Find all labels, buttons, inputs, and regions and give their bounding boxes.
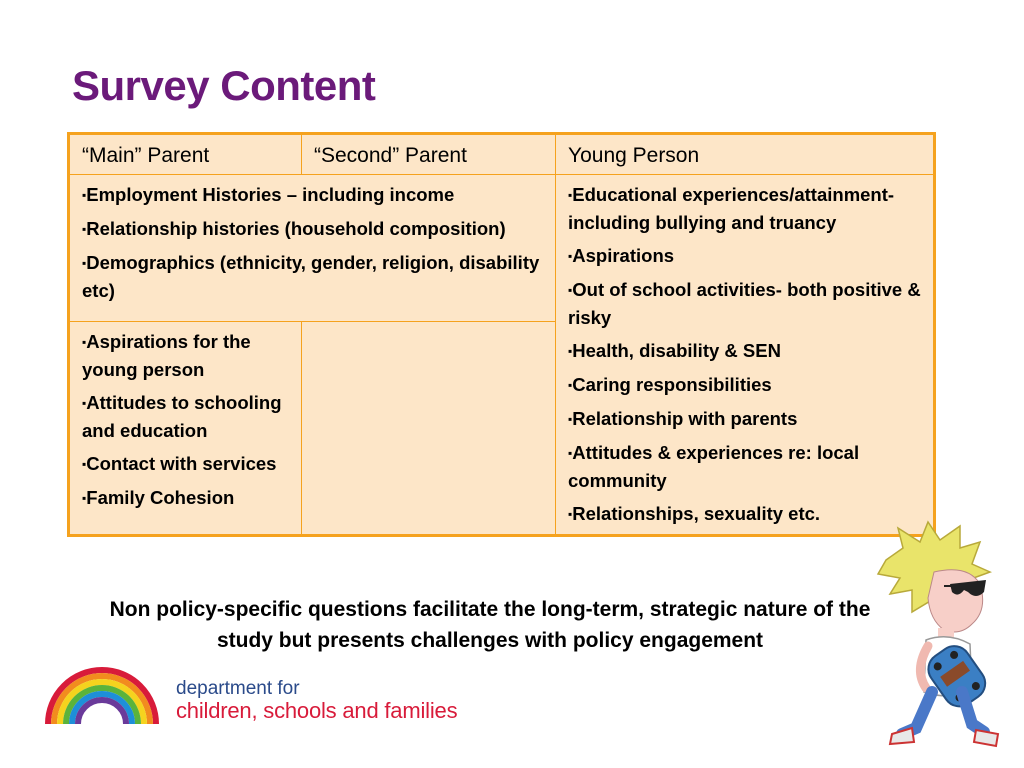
header-second-parent: “Second” Parent: [302, 134, 556, 175]
list-item: [82, 389, 291, 444]
list-item: [568, 371, 923, 399]
list-item-text: Educational experiences/attainment- including bullying and truancy: [568, 184, 895, 233]
bullet-icon: ▪: [568, 507, 573, 521]
list-item: [568, 242, 923, 270]
list-item-text: Out of school activities- both positive & risky: [568, 279, 921, 328]
logo-line-2: children, schools and families: [176, 698, 458, 723]
list-item-text: Attitudes & experiences re: local community: [568, 442, 860, 491]
list-item-text: Employment Histories – including income: [86, 184, 455, 205]
bullet-icon: ▪: [568, 283, 573, 297]
list-item-text: Relationship with parents: [572, 408, 798, 429]
list-item: [82, 328, 291, 383]
young-person-cell: [556, 175, 935, 536]
bullet-icon: ▪: [82, 395, 87, 410]
young-person-list: [568, 181, 923, 528]
list-item-text: Family Cohesion: [86, 486, 235, 508]
list-item: [82, 215, 545, 243]
list-item-text: Caring responsibilities: [572, 374, 772, 395]
table-row: [69, 175, 935, 322]
bullet-icon: ▪: [568, 344, 573, 358]
list-item: [568, 337, 923, 365]
main-parent-list: [82, 328, 291, 512]
rainbow-logo-icon: [42, 664, 162, 726]
bullet-icon: ▪: [568, 249, 573, 263]
slide-title: Survey Content: [72, 62, 376, 109]
list-item-text: Demographics (ethnicity, gender, religion, disability etc): [82, 252, 540, 301]
skateboarder-cartoon-icon: [868, 520, 1018, 750]
list-item-text: Health, disability & SEN: [572, 340, 781, 361]
list-item-text: Relationships, sexuality etc.: [572, 503, 821, 524]
bullet-icon: ▪: [568, 412, 573, 426]
table-header-row: [69, 134, 935, 175]
bullet-icon: ▪: [82, 188, 87, 202]
list-item: [82, 484, 291, 512]
list-item: [82, 181, 545, 209]
parents-shared-list: [82, 181, 545, 304]
bullet-icon: ▪: [82, 256, 87, 270]
list-item: [568, 181, 923, 236]
header-main-parent: “Main” Parent: [69, 134, 302, 175]
list-item: [82, 450, 291, 478]
list-item: [568, 276, 923, 331]
list-item-text: Aspirations for the young person: [82, 330, 251, 380]
bullet-icon: ▪: [82, 334, 87, 349]
bullet-icon: ▪: [568, 188, 573, 202]
logo-line-1: department for: [176, 678, 300, 699]
parents-shared-cell: [69, 175, 556, 322]
list-item: [82, 249, 545, 304]
bullet-icon: ▪: [82, 222, 87, 236]
list-item: [568, 405, 923, 433]
list-item: [568, 439, 923, 494]
bullet-icon: ▪: [82, 456, 87, 471]
bullet-icon: ▪: [82, 490, 87, 505]
bullet-icon: ▪: [568, 446, 573, 460]
list-item-text: Relationship histories (household composition): [86, 218, 506, 239]
list-item-text: Contact with services: [86, 452, 277, 474]
bullet-icon: ▪: [568, 378, 573, 392]
survey-content-table: [67, 132, 936, 537]
second-parent-empty-cell: [302, 321, 556, 535]
list-item-text: Attitudes to schooling and education: [82, 391, 282, 441]
slide-caption: Non policy-specific questions facilitate the long-term, strategic nature of the study but presents challenges with policy engagement: [109, 598, 871, 652]
list-item-text: Aspirations: [572, 245, 675, 266]
header-young-person: Young Person: [556, 134, 935, 175]
main-parent-cell: [69, 321, 302, 535]
department-logo-text: [176, 678, 457, 722]
